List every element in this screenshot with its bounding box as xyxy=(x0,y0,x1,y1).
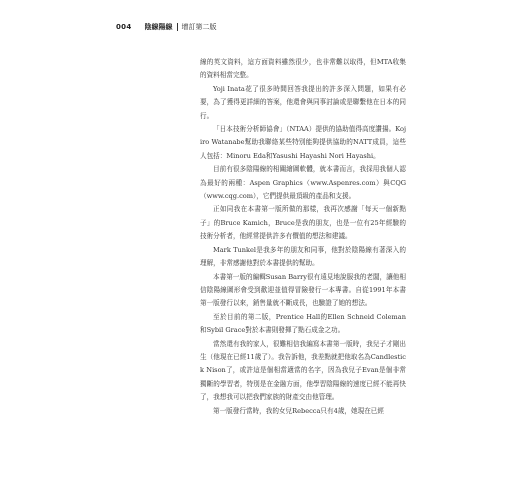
paragraph: 正如同我在本書第一版所做的那樣，我再次感謝「每天一個新點子」的Bruce Kamich，Bruce是我的朋友，也是一位有25年經驗的技術分析者，他經常提供許多有價值的想法和建議。 xyxy=(200,205,406,241)
paragraph: 第一版發行當時，我的女兒Rebecca只有4歲，她現在已經 xyxy=(213,406,384,415)
paragraph: 至於目前的第二版，Prentice Hall的Ellen Schneid Coleman和Sybil Grace對於本書則發揮了點石成金之功。 xyxy=(200,312,406,335)
paragraph: Mark Tunkel是我多年的朋友和同事，他對於陰陽線有著深入的理解，非常感謝他對於本書提供的幫助。 xyxy=(200,245,406,268)
running-header xyxy=(116,21,217,33)
edition-label: 增訂第二版 xyxy=(181,23,217,31)
header-divider xyxy=(177,23,178,31)
paragraph: 線的英文資料，這方面資料雖然很少，也非常難以取得，但MTA收集的資料相當完整。 xyxy=(200,58,406,80)
paragraph: Yoji Inata花了很多時間回答我提出的許多深入問題，如果有必要，為了獲得更詳細的答案，他還會與同事討論或是聯繫他在日本的同行。 xyxy=(200,84,406,120)
paragraph: 本書第一版的編輯Susan Barry很有遠見地說服我的老闆，讓他相信陰陽線圖形會受到歡迎並值得冒險發行一本專書。自從1991年本書第一版發行以來，銷售量就不斷成長，也驗證了她的想法。 xyxy=(200,272,406,308)
book-title: 陰線陽線 xyxy=(144,23,173,31)
paragraph: 目前有很多陰陽線的相關繪圖軟體，就本書而言，我採用我個人認為最好的兩種：Aspen Graphics（www.Aspenres.com）與CQG（www.cqg.com），它們提供最頂級的產品和支援。 xyxy=(200,165,406,201)
paragraph: 「日本技術分析師協會」（NTAA）提供的協助值得高度讚揚。Kojiro Watanabe幫助我聯絡某些特別能夠提供協助的NATT成員，這些人包括：Minoru Eda和Yasushi Hayashi Nori Hayashi。 xyxy=(200,125,406,160)
page-number: 004 xyxy=(116,23,132,31)
paragraph: 當然還有我的家人，很難相信我編寫本書第一版時，我兒子才剛出生（他現在已經11歲了）。我告訴他，我差點就把他取名為Candlestick Nison了，或許這是個相當適當的名字，因為我兒子Evan是個非常獨斷的學習者，特別是在金融方面，他學習陰陽線的速度已經不能再快了，我想我可以把我們家族的財產交由他管理。 xyxy=(200,339,406,402)
body-text xyxy=(200,56,406,418)
